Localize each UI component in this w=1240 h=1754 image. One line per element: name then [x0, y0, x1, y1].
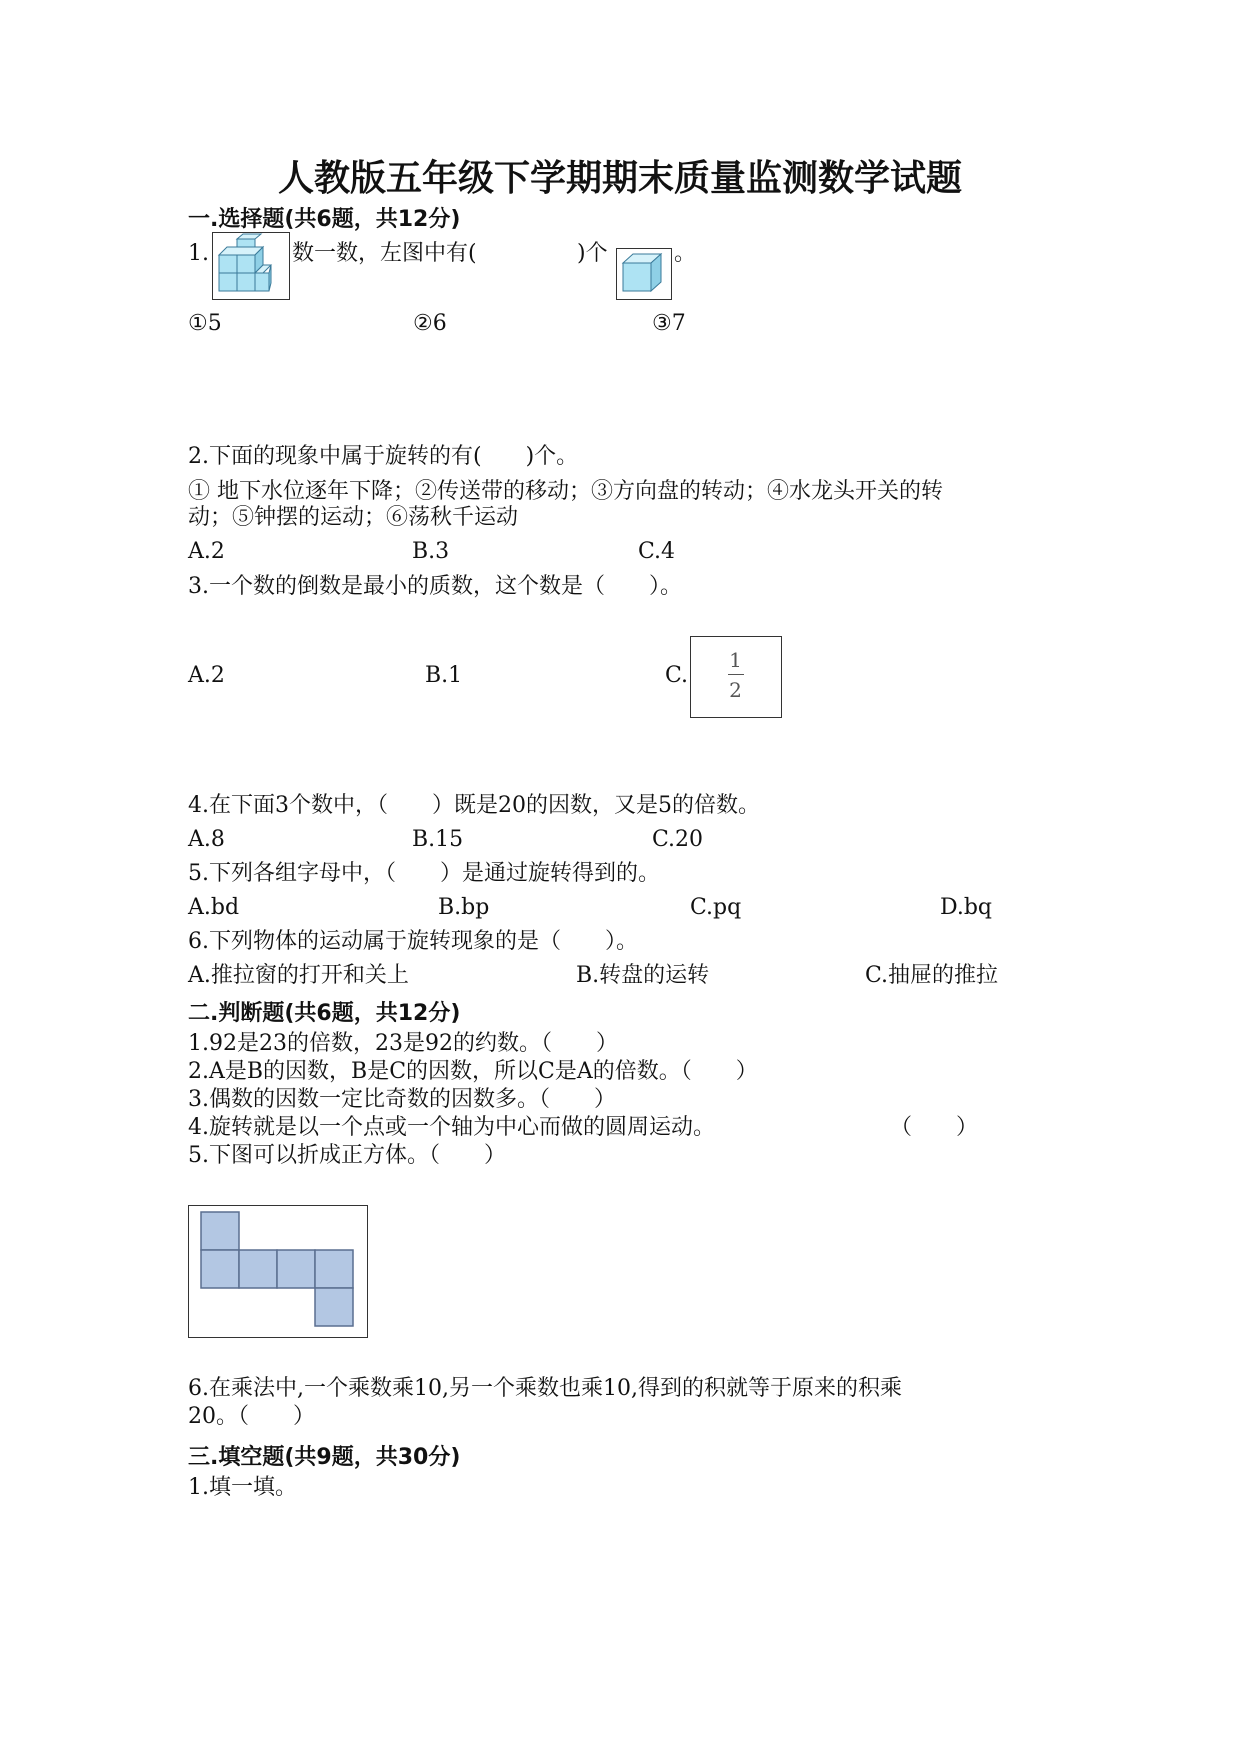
- judge-q6-line1: 6.在乘法中,一个乘数乘10,另一个乘数也乘10,得到的积就等于原来的积乘: [188, 1376, 902, 1401]
- judge-q4: 4.旋转就是以一个点或一个轴为中心而做的圆周运动。: [188, 1115, 715, 1140]
- fraction-denominator: 2: [729, 678, 742, 702]
- section-heading-choice: 一.选择题(共6题，共12分): [188, 207, 461, 232]
- choice-q4-option-b: B.15: [412, 827, 464, 852]
- choice-q3-stem: 3.一个数的倒数是最小的质数，这个数是（ ）。: [188, 574, 682, 599]
- choice-q1-text-b: )个: [577, 241, 608, 266]
- choice-q4-option-a: A.8: [188, 827, 225, 852]
- choice-q2-option-a: A.2: [188, 539, 225, 564]
- choice-q1-text-c: 。: [674, 241, 697, 266]
- section-heading-judge: 二.判断题(共6题，共12分): [188, 1001, 461, 1026]
- choice-q3-option-c: C.: [665, 663, 689, 688]
- choice-q3-option-b: B.1: [425, 663, 463, 688]
- choice-q6-option-b: B.转盘的运转: [576, 963, 710, 988]
- judge-q1: 1.92是23的倍数，23是92的约数。（ ）: [188, 1031, 618, 1056]
- choice-q2-line2: ① 地下水位逐年下降；②传送带的移动；③方向盘的转动；④水龙头开关的转: [188, 479, 943, 504]
- judge-q5: 5.下图可以折成正方体。（ ）: [188, 1143, 506, 1168]
- choice-q2-stem: 2.下面的现象中属于旋转的有( )个。: [188, 444, 579, 469]
- net-square: [239, 1250, 277, 1288]
- judge-q6-line2: 20。（ ）: [188, 1404, 315, 1429]
- section-heading-fill: 三.填空题(共9题，共30分): [188, 1445, 461, 1470]
- choice-q1-text-a: 数一数，左图中有(: [292, 241, 477, 266]
- judge-q3: 3.偶数的因数一定比奇数的因数多。（ ）: [188, 1087, 616, 1112]
- net-square: [315, 1250, 353, 1288]
- choice-q5-stem: 5.下列各组字母中，（ ）是通过旋转得到的。: [188, 861, 660, 886]
- fraction-numerator: 1: [729, 648, 742, 672]
- judge-q4-paren: （ ）: [890, 1115, 979, 1140]
- net-square: [277, 1250, 315, 1288]
- cube-stack-figure: [212, 232, 290, 300]
- fill-q1: 1.填一填。: [188, 1475, 297, 1500]
- choice-q5-option-a: A.bd: [188, 895, 240, 920]
- choice-q2-option-c: C.4: [638, 539, 676, 564]
- cube-net-figure: [188, 1205, 368, 1338]
- fraction-figure: [690, 636, 782, 718]
- cube-stack-icon: [213, 233, 288, 298]
- choice-q6-option-a: A.推拉窗的打开和关上: [188, 963, 409, 988]
- page-title: 人教版五年级下学期期末质量监测数学试题: [277, 157, 962, 199]
- choice-q5-option-c: C.pq: [690, 895, 742, 920]
- net-square: [315, 1288, 353, 1326]
- choice-q5-option-d: D.bq: [940, 895, 993, 920]
- choice-q6-option-c: C.抽屉的推拉: [865, 963, 999, 988]
- single-cube-figure: [616, 248, 672, 300]
- choice-q1-option-1: ①5: [188, 311, 222, 336]
- judge-q2: 2.A是B的因数，B是C的因数，所以C是A的倍数。（ ）: [188, 1059, 758, 1084]
- net-square: [201, 1212, 239, 1250]
- choice-q1-option-3: ③7: [652, 311, 686, 336]
- choice-q1-number: 1.: [188, 241, 209, 266]
- cube-icon: [617, 249, 670, 298]
- choice-q6-stem: 6.下列物体的运动属于旋转现象的是（ ）。: [188, 929, 638, 954]
- choice-q4-option-c: C.20: [652, 827, 704, 852]
- choice-q2-line3: 动；⑤钟摆的运动；⑥荡秋千运动: [188, 505, 519, 530]
- choice-q5-option-b: B.bp: [438, 895, 490, 920]
- choice-q1-option-2: ②6: [413, 311, 447, 336]
- choice-q4-stem: 4.在下面3个数中，（ ）既是20的因数，又是5的倍数。: [188, 793, 760, 818]
- cube-net-diagram: [189, 1206, 366, 1336]
- choice-q2-option-b: B.3: [412, 539, 450, 564]
- net-square: [201, 1250, 239, 1288]
- fraction-bar: [728, 674, 744, 675]
- choice-q3-option-a: A.2: [188, 663, 225, 688]
